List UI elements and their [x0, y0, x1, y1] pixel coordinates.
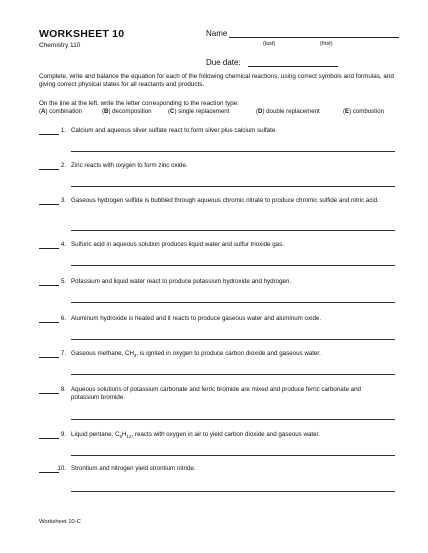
- due-date-label: Due date:: [206, 58, 241, 67]
- reaction-type-c: (C) single replacement: [168, 108, 230, 115]
- reaction-type-b: (B) decomposition: [102, 108, 152, 115]
- answer-line[interactable]: [71, 151, 395, 152]
- reaction-type-blank[interactable]: [39, 393, 59, 394]
- reaction-type-e: (E) combustion: [343, 108, 385, 115]
- course-name: Chemistry 110: [39, 42, 81, 49]
- reaction-type-blank[interactable]: [39, 204, 59, 205]
- question-text: Zinc reacts with oxygen to form zinc oxide.: [71, 162, 188, 169]
- question-number: 6.: [60, 315, 66, 322]
- letter-prompt: On the line at the left, write the letter corresponding to the reaction type:: [39, 100, 239, 107]
- first-name-caption: (first): [320, 41, 333, 47]
- reaction-type-blank[interactable]: [39, 134, 59, 135]
- reaction-type-blank[interactable]: [39, 169, 59, 170]
- question-number: 4.: [60, 241, 66, 248]
- answer-line[interactable]: [71, 230, 395, 231]
- question-number: 7.: [60, 350, 66, 357]
- question-number: 8.: [60, 386, 66, 393]
- question-number: 9.: [60, 431, 66, 438]
- question-number: 3.: [60, 197, 66, 204]
- page-footer: Worksheet 10-C: [39, 519, 81, 525]
- question-text: Gaseous methane, $CH_4$, is ignited in oxygen to produce carbon dioxide and gaseous water.: [71, 350, 321, 359]
- answer-line[interactable]: [71, 339, 395, 340]
- question-text: Liquid pentane, $C_5H_{12}$, reacts with oxygen in air to yield carbon dioxide and gaseous water.: [71, 431, 320, 440]
- question-text: Strontium and nitrogen yield strontium nitride.: [71, 465, 196, 472]
- question-text: Potassium and liquid water react to produce potassium hydroxide and hydrogen.: [71, 278, 292, 285]
- reaction-type-blank[interactable]: [39, 322, 59, 323]
- answer-line[interactable]: [71, 455, 395, 456]
- question-number: 2.: [60, 162, 66, 169]
- question-number: 1.: [60, 127, 66, 134]
- name-field-line[interactable]: [229, 37, 399, 38]
- answer-line[interactable]: [71, 419, 395, 420]
- answer-line[interactable]: [71, 265, 395, 266]
- reaction-type-a: (A) combination: [39, 108, 83, 115]
- question-text: Aqueous solutions of potassium carbonate and ferric bromide are mixed and produce ferric carbonate and potassium bromide.: [71, 386, 361, 401]
- answer-line[interactable]: [71, 186, 395, 187]
- question-text: Calcium and aqueous silver sulfate react to form silver plus calcium sulfate.: [71, 127, 277, 134]
- question-text: Aluminum hydroxide is heated and it reacts to produce gaseous water and aluminum oxide.: [71, 315, 322, 322]
- reaction-type-blank[interactable]: [39, 438, 59, 439]
- reaction-type-blank[interactable]: [39, 472, 59, 473]
- question-text: Gaseous hydrogen sulfide is bubbled through aqueous chromic nitrate to produce chromic sulfide and nitric acid.: [71, 197, 379, 204]
- reaction-type-blank[interactable]: [39, 285, 59, 286]
- answer-line[interactable]: [71, 374, 395, 375]
- last-name-caption: (last): [263, 41, 276, 47]
- reaction-types-list: [39, 108, 399, 117]
- answer-line[interactable]: [71, 302, 395, 303]
- reaction-type-blank[interactable]: [39, 248, 59, 249]
- name-label: Name: [206, 29, 228, 38]
- question-number: 10.: [57, 465, 66, 472]
- question-number: 5.: [60, 278, 66, 285]
- due-date-field-line[interactable]: [248, 66, 338, 67]
- reaction-type-blank[interactable]: [39, 357, 59, 358]
- question-text: Sulfuric acid in aqueous solution produces liquid water and sulfur trioxide gas.: [71, 241, 284, 248]
- instructions-text: Complete, write and balance the equation for each of the following chemical reactions, using correct symbols and formulas, and giving correct physical states for all reactants and products.: [39, 73, 394, 89]
- worksheet-title: WORKSHEET 10: [39, 28, 125, 40]
- answer-line[interactable]: [71, 491, 395, 492]
- reaction-type-d: (D) double replacement: [256, 108, 320, 115]
